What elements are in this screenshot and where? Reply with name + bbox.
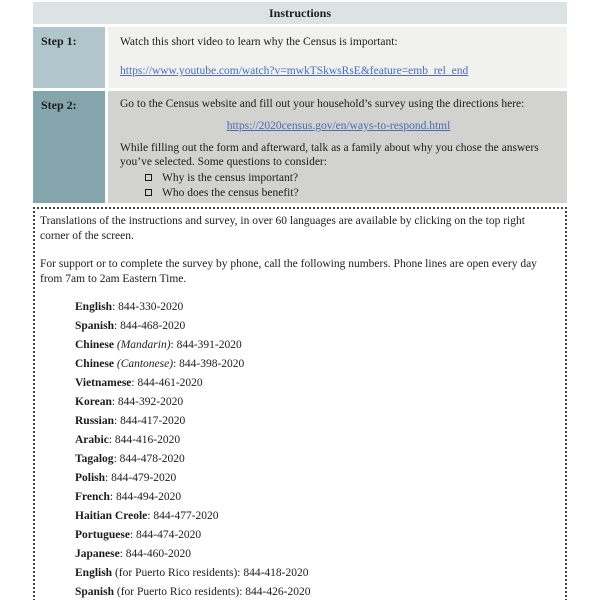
phone-list bbox=[75, 300, 557, 599]
step1-text: Watch this short video to learn why the Census is important: bbox=[120, 36, 398, 48]
phone-list-item: French: 844-494-2020 bbox=[75, 491, 182, 503]
phone-list-item: Chinese (Cantonese): 844-398-2020 bbox=[75, 358, 245, 370]
phone-list-item: Arabic: 844-416-2020 bbox=[75, 434, 181, 446]
phone-list-item: Portuguese: 844-474-2020 bbox=[75, 529, 202, 541]
step2-census-link[interactable]: https://2020census.gov/en/ways-to-respond.html bbox=[226, 120, 451, 132]
instructions-table bbox=[33, 2, 567, 203]
support-box bbox=[33, 207, 567, 600]
phone-list-item: Russian: 844-417-2020 bbox=[75, 415, 186, 427]
phone-support-note: For support or to complete the survey by phone, call the following numbers. Phone lines are open every day from 7am to 2am Eastern Time. bbox=[40, 258, 537, 285]
checklist-item bbox=[145, 171, 557, 186]
step2-followup-text: While filling out the form and afterward, talk as a family about why you chose the answers you’ve selected. Some questions to consider: bbox=[120, 142, 539, 168]
phone-list-item: Chinese (Mandarin): 844-391-2020 bbox=[75, 339, 242, 351]
phone-list-item: Polish: 844-479-2020 bbox=[75, 472, 177, 484]
phone-list-item: Spanish (for Puerto Rico residents): 844-426-2020 bbox=[75, 586, 311, 598]
step2-question-list bbox=[145, 171, 557, 201]
step2-content-cell bbox=[108, 91, 567, 203]
step1-link-line bbox=[120, 64, 557, 78]
step2-link-line bbox=[120, 119, 557, 133]
step1-content-cell bbox=[108, 27, 567, 88]
phone-list-item: Tagalog: 844-478-2020 bbox=[75, 453, 185, 465]
checkbox-icon bbox=[145, 174, 152, 181]
checkbox-icon bbox=[145, 189, 152, 196]
step1-label: Step 1: bbox=[33, 27, 105, 88]
checklist-item-text: Why is the census important? bbox=[162, 172, 299, 184]
table-header-instructions: Instructions bbox=[33, 2, 567, 24]
phone-list-item: Japanese: 844-460-2020 bbox=[75, 548, 191, 560]
checklist-item bbox=[145, 186, 557, 201]
phone-list-item: English (for Puerto Rico residents): 844-418-2020 bbox=[75, 567, 309, 579]
phone-list-item: English: 844-330-2020 bbox=[75, 301, 184, 313]
phone-list-item: Haitian Creole: 844-477-2020 bbox=[75, 510, 219, 522]
step2-label: Step 2: bbox=[33, 91, 105, 203]
checklist-item-text: Who does the census benefit? bbox=[162, 187, 299, 199]
step2-text: Go to the Census website and fill out your household’s survey using the directions here: bbox=[120, 98, 525, 110]
step1-video-link[interactable]: https://www.youtube.com/watch?v=mwkTSkwsRsE&feature=emb_rel_end bbox=[120, 65, 469, 77]
translations-note: Translations of the instructions and survey, in over 60 languages are available by clicking on the top right corner of the screen. bbox=[40, 215, 525, 242]
phone-list-item: Spanish: 844-468-2020 bbox=[75, 320, 186, 332]
phone-list-item: Korean: 844-392-2020 bbox=[75, 396, 184, 408]
phone-list-item: Vietnamese: 844-461-2020 bbox=[75, 377, 203, 389]
